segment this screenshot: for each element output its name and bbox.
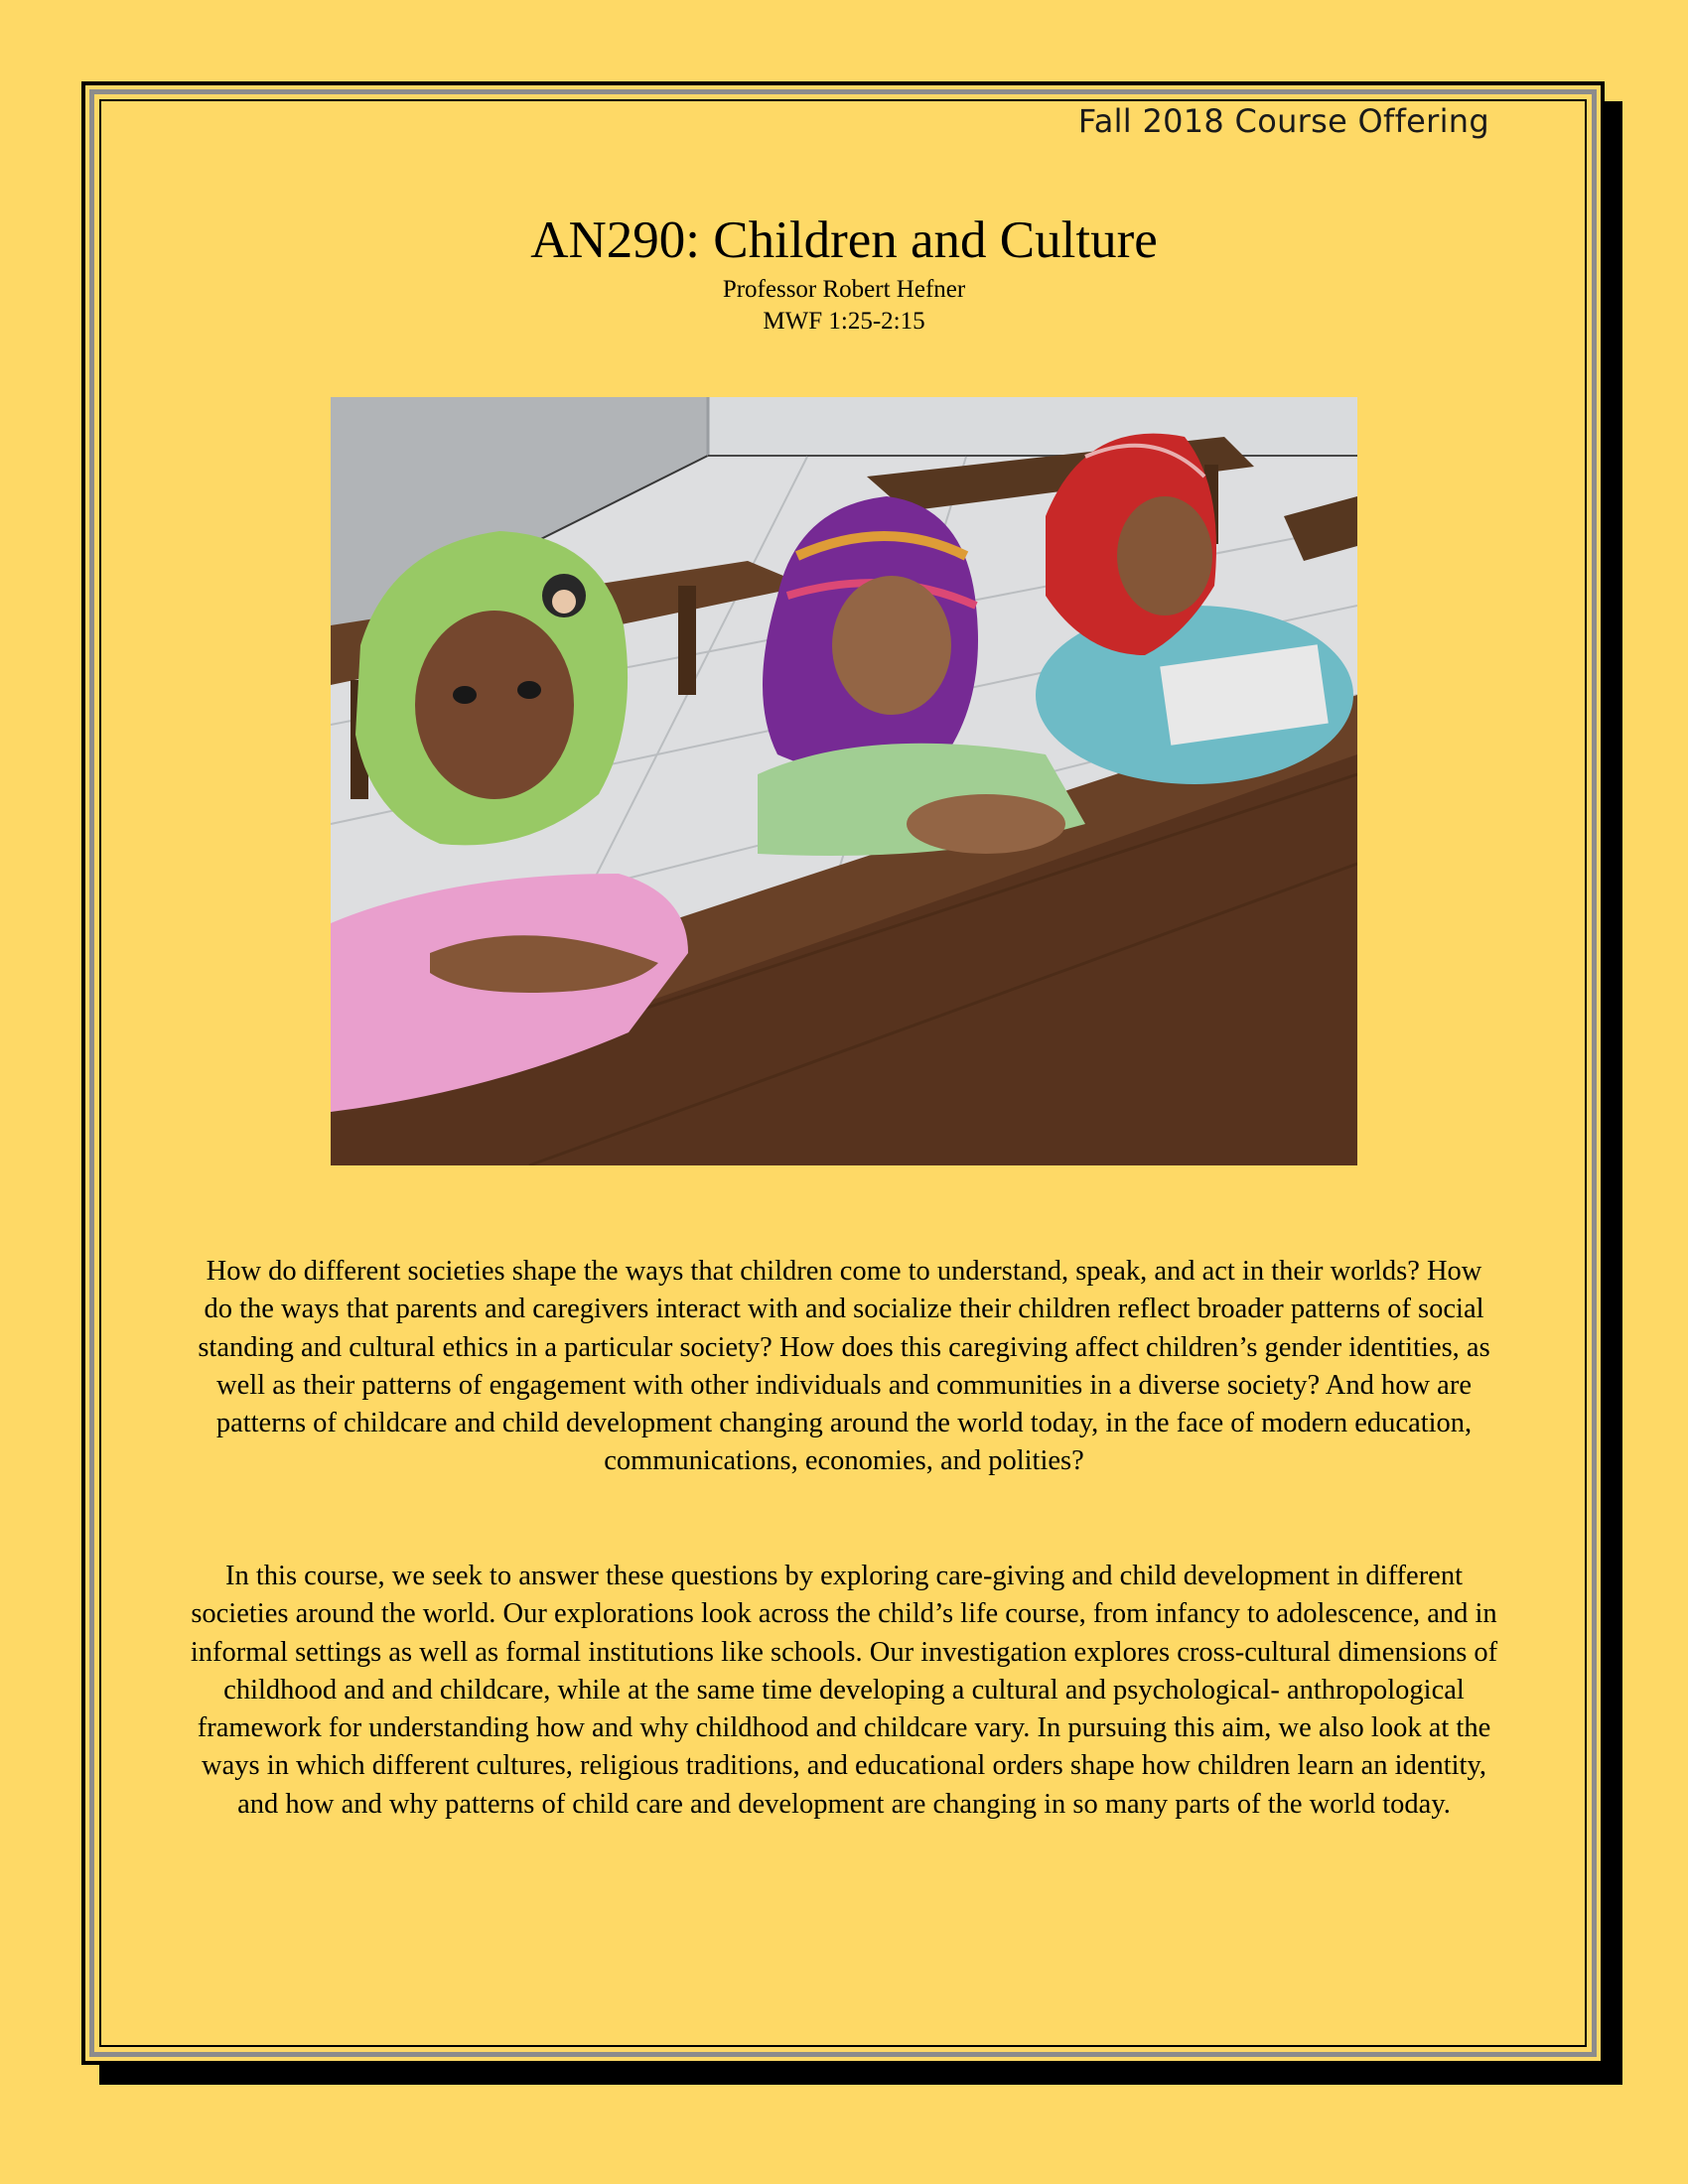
classroom-photo [331, 397, 1357, 1165]
course-title: AN290: Children and Culture [530, 211, 1158, 269]
description-paragraph-2: In this course, we seek to answer these questions by exploring care-giving and child development in different societies around the world. Our explorations look across the child’s life course, from infancy to adolescence, and in informal settings as well as formal institutions like schools. Our investigation explores cross-cultural dimensions of childhood and and childcare, while at the same time developing a cultural and psychological- anthropological framework for understanding how and why childhood and childcare vary. In pursuing this aim, we also look at the ways in which different cultures, religious traditions, and educational orders shape how children learn an identity, and how and why patterns of child care and development are changing in so many parts of the world today. [190, 1561, 1498, 1820]
description-paragraph-1: How do different societies shape the ways that children come to understand, speak, and act in their worlds? How do the ways that parents and caregivers interact with and socialize their children reflect broader patterns of social standing and cultural ethics in a particular society? How does this caregiving affect children’s gender identities, as well as their patterns of engagement with other individuals and communities in a diverse society? And how are patterns of childcare and child development changing around the world today, in the face of modern education, communications, economies, and polities? [198, 1256, 1490, 1477]
course-schedule: MWF 1:25-2:15 [763, 308, 925, 335]
course-professor: Professor Robert Hefner [722, 276, 966, 303]
course-offering-label: Fall 2018 Course Offering [1077, 102, 1489, 140]
